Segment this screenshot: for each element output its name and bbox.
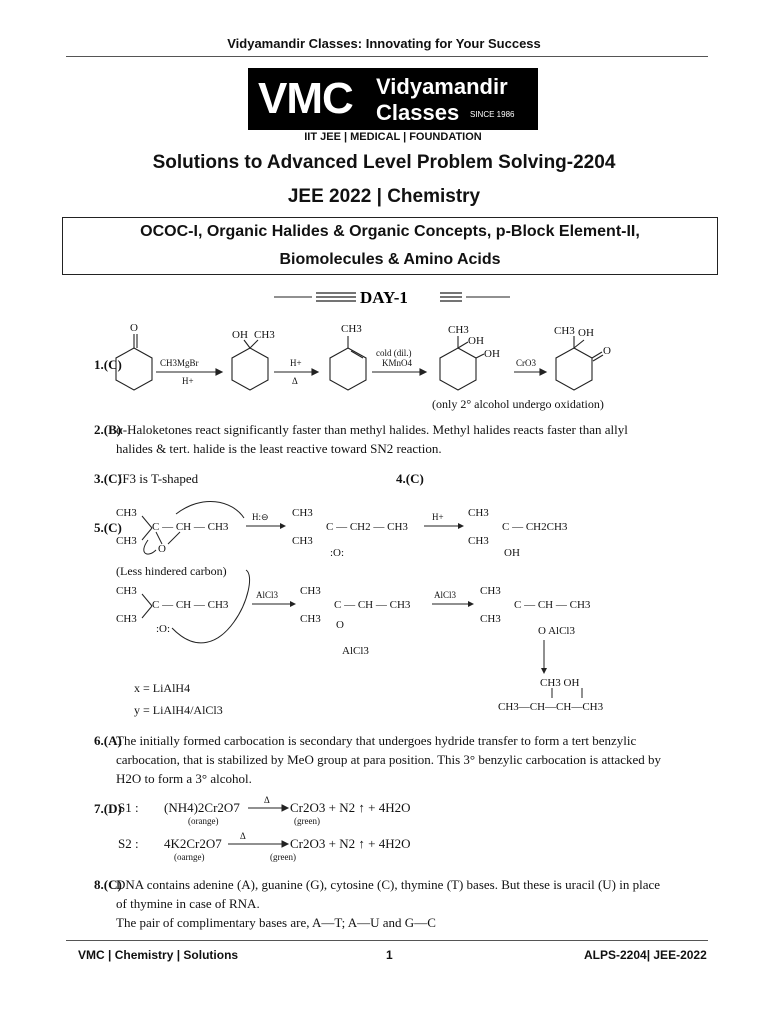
q5-reagent-hplus: H+ xyxy=(432,512,444,522)
svg-text:O: O xyxy=(603,345,611,357)
header-divider xyxy=(66,56,708,57)
q6-line3: H2O to form a 3° alcohol. xyxy=(116,771,252,786)
page-subtitle: JEE 2022 | Chemistry xyxy=(287,186,481,207)
footer-left: VMC | Chemistry | Solutions xyxy=(78,948,239,962)
svg-text:CH3: CH3 xyxy=(448,324,469,336)
q5-less-hindered: (Less hindered carbon) xyxy=(116,564,227,578)
q5-reagent-alcl3-a: AlCl3 xyxy=(256,590,279,600)
q1-reagent1: CH3MgBr xyxy=(160,358,199,368)
svg-text:CH3: CH3 xyxy=(292,535,313,547)
svg-text::O:: :O: xyxy=(330,547,345,559)
q5-reagent-hydride: H:⊖ xyxy=(252,512,269,522)
q1-reagent1b: H+ xyxy=(182,376,194,386)
svg-text:CH3—CH—CH—CH3: CH3—CH—CH—CH3 xyxy=(498,701,604,713)
svg-text:O AlCl3: O AlCl3 xyxy=(538,625,575,637)
q7-s1-reactant-color: (orange) xyxy=(188,816,219,826)
svg-text:C — CH2CH3: C — CH2CH3 xyxy=(502,521,568,533)
day-banner xyxy=(232,286,532,308)
svg-text:CH3: CH3 xyxy=(254,329,275,341)
q5-x-def: x = LiAlH4 xyxy=(134,681,191,695)
svg-text:C — CH — CH3: C — CH — CH3 xyxy=(152,599,229,611)
page-title: Solutions to Advanced Level Problem Solving-2204 xyxy=(152,152,616,173)
svg-text:C — CH — CH3: C — CH — CH3 xyxy=(334,599,411,611)
q7-s2-product-color: (green) xyxy=(270,852,296,862)
q1-reagent4: CrO3 xyxy=(516,358,536,368)
svg-text:C — CH — CH3: C — CH — CH3 xyxy=(514,599,591,611)
footer-divider xyxy=(66,940,708,941)
topics-box xyxy=(62,217,718,275)
q7-s2-reactant-color: (oarnge) xyxy=(174,852,205,862)
svg-text:CH3: CH3 xyxy=(341,323,362,335)
q2-number: 2.(B) xyxy=(94,422,122,437)
q8-line2: of thymine in case of RNA. xyxy=(116,896,260,911)
logo-line2: Classes xyxy=(376,100,460,125)
q1-number: 1.(C) xyxy=(94,357,122,372)
q7-s1-label: S1 : xyxy=(118,800,139,815)
svg-text:O: O xyxy=(336,619,344,631)
logo-line1: Vidyamandir xyxy=(376,74,508,99)
q8-answer xyxy=(116,875,716,932)
svg-text:OH: OH xyxy=(578,327,594,339)
q7-s1-reactant: (NH4)2Cr2O7 xyxy=(164,800,240,815)
svg-text:O: O xyxy=(130,322,138,334)
svg-text:CH3: CH3 xyxy=(480,613,501,625)
q7-number: 7.(D) xyxy=(94,801,122,816)
q7-s2-product: Cr2O3 + N2 ↑ + 4H2O xyxy=(290,836,411,851)
q2-answer xyxy=(116,420,716,458)
q1-reaction-scheme xyxy=(112,318,632,416)
q5-y-def: y = LiAlH4/AlCl3 xyxy=(134,703,223,717)
svg-text:OH: OH xyxy=(504,547,520,559)
q3-number: 3.(C) xyxy=(94,471,122,486)
q7-s2-reactant: 4K2Cr2O7 xyxy=(164,836,222,851)
q8-number: 8.(C) xyxy=(94,877,122,892)
q6-answer xyxy=(116,731,716,788)
svg-text:O: O xyxy=(158,543,166,555)
logo-tagline: IIT JEE | MEDICAL | FOUNDATION xyxy=(304,131,482,143)
svg-text:CH3: CH3 xyxy=(468,535,489,547)
q7-delta-2: Δ xyxy=(240,831,246,841)
topics-line2: Biomolecules & Amino Acids xyxy=(279,251,501,268)
svg-text:CH3: CH3 xyxy=(292,507,313,519)
svg-text:OH: OH xyxy=(484,348,500,360)
q1-reagent2b: Δ xyxy=(292,376,298,386)
q2-line2: halides & tert. halide is the least reactive toward SN2 reaction. xyxy=(116,441,442,456)
logo-vmc-text: VMC xyxy=(258,74,353,123)
vmc-logo xyxy=(248,68,538,130)
footer-page-number: 1 xyxy=(386,948,393,962)
q5-number: 5.(C) xyxy=(94,520,122,535)
svg-text:CH3: CH3 xyxy=(300,613,321,625)
q7-equations xyxy=(112,794,442,866)
svg-text:CH3: CH3 xyxy=(468,507,489,519)
q7-s2-label: S2 : xyxy=(118,836,139,851)
q6-line2: carbocation, that is stabilized by MeO group at para position. This 3° benzylic carbocation is attacked by xyxy=(116,752,662,767)
svg-text:CH3: CH3 xyxy=(116,613,137,625)
q2-line1: α-Haloketones react significantly faster than methyl halides. Methyl halides reacts faster than allyl xyxy=(116,422,628,437)
q1-note: (only 2° alcohol undergo oxidation) xyxy=(432,397,604,411)
topics-line1: OCOC-I, Organic Halides & Organic Concepts, p-Block Element-II, xyxy=(140,223,640,240)
svg-text:CH3: CH3 xyxy=(116,507,137,519)
q1-reagent2: H+ xyxy=(290,358,302,368)
q1-reagent3b: KMnO4 xyxy=(382,358,413,368)
q1-reagent3: cold (dil.) xyxy=(376,348,412,358)
q6-number: 6.(A) xyxy=(94,733,122,748)
q8-line1: DNA contains adenine (A), guanine (G), cytosine (C), thymine (T) bases. But these is uracil (U) in place xyxy=(116,877,661,892)
svg-text:CH3: CH3 xyxy=(554,325,575,337)
q7-s1-product-color: (green) xyxy=(294,816,320,826)
q7-delta-1: Δ xyxy=(264,795,270,805)
q8-line3: The pair of complimentary bases are, A—T; A—U and G—C xyxy=(116,915,436,930)
q5-mechanism xyxy=(112,500,652,722)
logo-since: SINCE 1986 xyxy=(470,110,515,119)
svg-text:C — CH2 — CH3: C — CH2 — CH3 xyxy=(326,521,408,533)
svg-text:OH: OH xyxy=(468,335,484,347)
svg-text:CH3: CH3 xyxy=(300,585,321,597)
page-header: Vidyamandir Classes: Innovating for Your Success xyxy=(227,36,541,51)
svg-text:OH: OH xyxy=(232,329,248,341)
day-label: DAY-1 xyxy=(360,288,408,307)
q5-reagent-alcl3-b: AlCl3 xyxy=(434,590,457,600)
footer-right: ALPS-2204| JEE-2022 xyxy=(584,948,707,962)
svg-text::O:: :O: xyxy=(156,623,171,635)
svg-text:CH3 OH: CH3 OH xyxy=(540,677,580,689)
svg-text:CH3: CH3 xyxy=(116,535,137,547)
svg-text:C — CH — CH3: C — CH — CH3 xyxy=(152,521,229,533)
svg-text:CH3: CH3 xyxy=(480,585,501,597)
q7-s1-product: Cr2O3 + N2 ↑ + 4H2O xyxy=(290,800,411,815)
svg-text:AlCl3: AlCl3 xyxy=(342,645,369,657)
q6-line1: The initially formed carbocation is secondary that undergoes hydride transfer to form a tert benzylic xyxy=(116,733,637,748)
svg-text:CH3: CH3 xyxy=(116,585,137,597)
q4-number: 4.(C) xyxy=(396,471,424,486)
q3-answer: IF3 is T-shaped xyxy=(118,471,199,486)
